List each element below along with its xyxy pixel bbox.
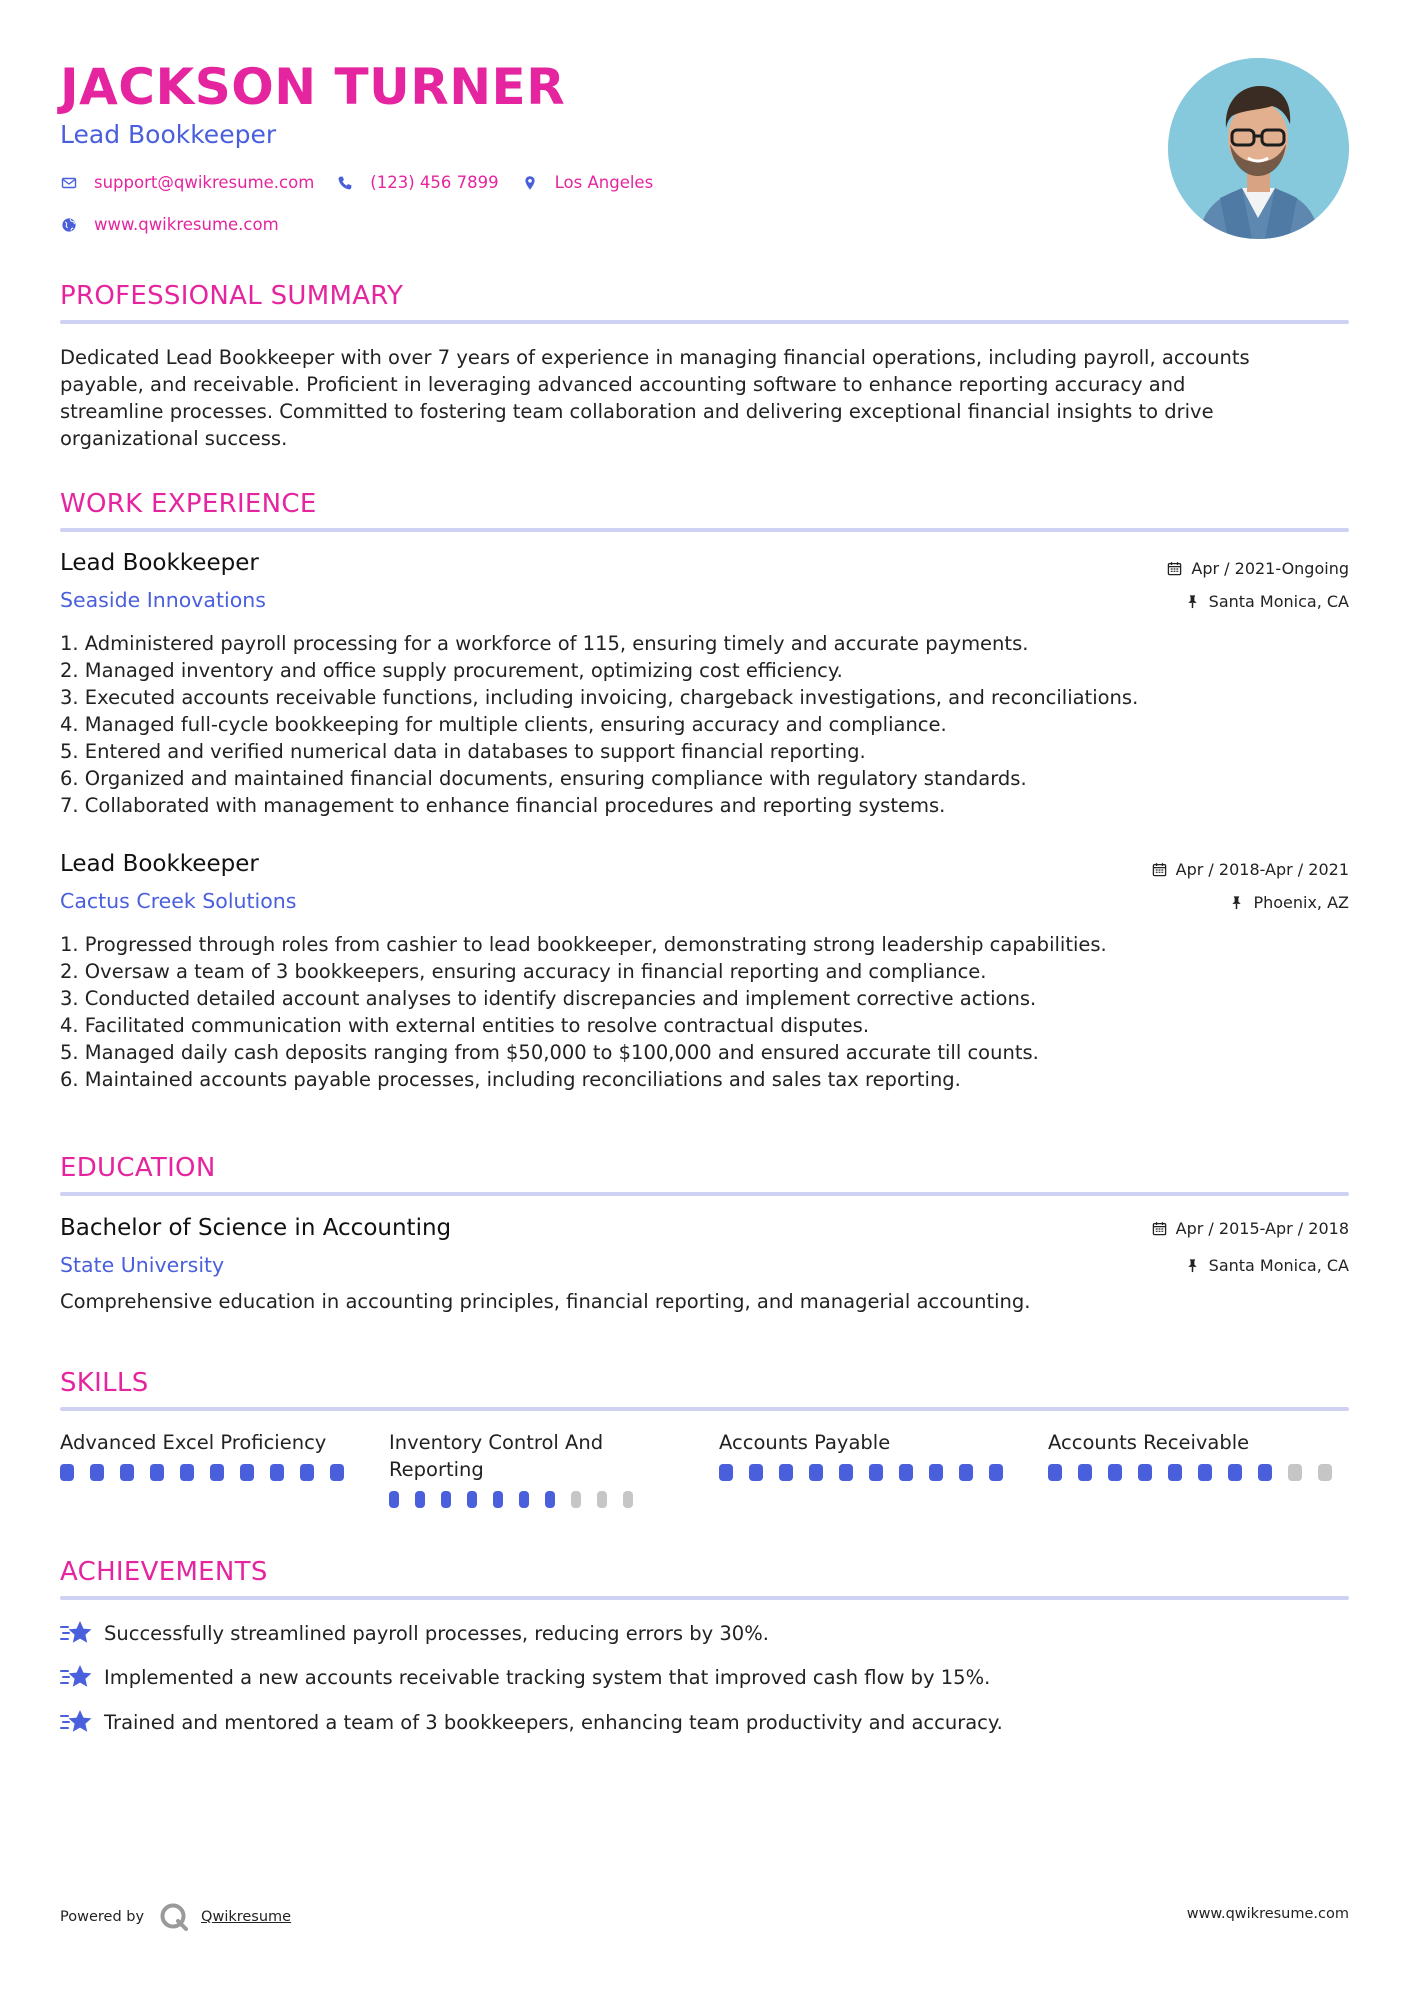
contact-row-primary xyxy=(60,173,675,192)
list-item: 3. Executed accounts receivable functions, including invoicing, chargeback investigations, and reconciliations. xyxy=(60,686,1139,709)
job-title: Lead Bookkeeper xyxy=(60,550,259,576)
education-dates xyxy=(1152,1219,1349,1238)
skill-dot-filled xyxy=(1228,1464,1242,1481)
envelope-icon xyxy=(60,174,78,192)
summary-line: organizational success. xyxy=(60,427,288,450)
job-dates-text: Apr / 2021-Ongoing xyxy=(1191,559,1349,578)
skill-dot-filled xyxy=(1078,1464,1092,1481)
skill-dot-filled xyxy=(959,1464,973,1481)
globe-icon xyxy=(60,216,78,234)
phone-text: (123) 456 7899 xyxy=(370,173,499,192)
skill-dot-filled xyxy=(545,1491,555,1508)
summary-line: streamline processes. Committed to fostering team collaboration and delivering exceptional financial insights to drive xyxy=(60,400,1214,423)
skill-rating xyxy=(719,1464,1019,1481)
calendar-icon xyxy=(1167,561,1182,576)
section-divider xyxy=(60,1192,1349,1196)
list-item: 5. Managed daily cash deposits ranging from $50,000 to $100,000 and ensured accurate till counts. xyxy=(60,1041,1039,1064)
star-badge-icon xyxy=(60,1619,92,1647)
job-bullets xyxy=(60,630,1340,819)
job-location-text: Santa Monica, CA xyxy=(1208,592,1349,611)
school-name: State University xyxy=(60,1253,225,1277)
contact-email[interactable] xyxy=(60,173,314,192)
skill-dot-filled xyxy=(493,1491,503,1508)
skill-dot-filled xyxy=(989,1464,1003,1481)
pushpin-icon xyxy=(1185,594,1200,609)
section-title-skills: SKILLS xyxy=(60,1368,149,1398)
achievement-text: Successfully streamlined payroll processes, reducing errors by 30%. xyxy=(104,1621,769,1645)
qwikresume-logo-icon xyxy=(159,1902,189,1932)
brand-link[interactable]: Qwikresume xyxy=(201,1909,292,1925)
calendar-icon xyxy=(1152,862,1167,877)
skill-dot-filled xyxy=(839,1464,853,1481)
skill-name: Accounts Receivable xyxy=(1048,1431,1250,1454)
skill-dot-filled xyxy=(441,1491,451,1508)
skill-dot-filled xyxy=(929,1464,943,1481)
footer-url[interactable]: www.qwikresume.com xyxy=(1186,1906,1349,1922)
contact-location xyxy=(521,173,654,192)
skill-dot-filled xyxy=(719,1464,733,1481)
section-title-achievements: ACHIEVEMENTS xyxy=(60,1557,268,1587)
skill-dot-filled xyxy=(415,1491,425,1508)
list-item: 6. Maintained accounts payable processes, including reconciliations and sales tax reporting. xyxy=(60,1068,961,1091)
job-bullets xyxy=(60,931,1340,1093)
pushpin-icon xyxy=(1229,895,1244,910)
phone-icon xyxy=(336,174,354,192)
achievement-text: Implemented a new accounts receivable tracking system that improved cash flow by 15%. xyxy=(104,1665,991,1689)
skill-dot-filled xyxy=(330,1464,344,1481)
skill-name: Inventory Control And Reporting xyxy=(389,1431,604,1481)
summary-line: payable, and receivable. Proficient in leveraging advanced accounting software to enhance reporting accuracy and xyxy=(60,373,1186,396)
skill-dot-filled xyxy=(90,1464,104,1481)
skill-dot-filled xyxy=(467,1491,477,1508)
section-divider xyxy=(60,1596,1349,1600)
skill-dot-filled xyxy=(389,1491,399,1508)
section-title-education: EDUCATION xyxy=(60,1153,216,1183)
list-item: 4. Managed full-cycle bookkeeping for multiple clients, ensuring accuracy and compliance. xyxy=(60,713,947,736)
education-description: Comprehensive education in accounting principles, financial reporting, and managerial accounting. xyxy=(60,1290,1031,1313)
location-text: Los Angeles xyxy=(554,173,654,192)
skill-item xyxy=(1048,1429,1348,1481)
profile-photo xyxy=(1168,58,1349,239)
education-location-text: Santa Monica, CA xyxy=(1208,1256,1349,1275)
star-badge-icon xyxy=(60,1708,92,1736)
education-dates-text: Apr / 2015-Apr / 2018 xyxy=(1175,1219,1349,1238)
contact-website[interactable] xyxy=(60,215,279,234)
skill-dot-empty xyxy=(1288,1464,1302,1481)
skill-name: Advanced Excel Proficiency xyxy=(60,1431,327,1454)
skill-dot-filled xyxy=(300,1464,314,1481)
list-item: 1. Progressed through roles from cashier to lead bookkeeper, demonstrating strong leadership capabilities. xyxy=(60,933,1107,956)
skill-dot-filled xyxy=(779,1464,793,1481)
section-divider xyxy=(60,320,1349,324)
achievement-text: Trained and mentored a team of 3 bookkeepers, enhancing team productivity and accuracy. xyxy=(104,1710,1003,1734)
website-text: www.qwikresume.com xyxy=(94,215,279,234)
skill-dot-empty xyxy=(597,1491,607,1508)
powered-by-label: Powered by xyxy=(60,1909,145,1925)
job-dates xyxy=(1152,860,1349,879)
skill-item xyxy=(719,1429,1019,1481)
footer-powered-by xyxy=(60,1902,291,1932)
list-item: 4. Facilitated communication with external entities to resolve contractual disputes. xyxy=(60,1014,870,1037)
skill-dot-empty xyxy=(1318,1464,1332,1481)
skill-dot-empty xyxy=(571,1491,581,1508)
skill-dot-filled xyxy=(1138,1464,1152,1481)
skill-dot-filled xyxy=(899,1464,913,1481)
list-item: 3. Conducted detailed account analyses to identify discrepancies and implement corrective actions. xyxy=(60,987,1037,1010)
skill-dot-filled xyxy=(150,1464,164,1481)
skill-dot-filled xyxy=(180,1464,194,1481)
summary-line: Dedicated Lead Bookkeeper with over 7 years of experience in managing financial operations, including payroll, accounts xyxy=(60,346,1250,369)
list-item: 1. Administered payroll processing for a workforce of 115, ensuring timely and accurate payments. xyxy=(60,632,1029,655)
job-title: Lead Bookkeeper xyxy=(60,851,259,877)
contact-row-secondary xyxy=(60,215,301,234)
list-item: 2. Managed inventory and office supply procurement, optimizing cost efficiency. xyxy=(60,659,843,682)
calendar-icon xyxy=(1152,1221,1167,1236)
contact-phone[interactable] xyxy=(336,173,498,192)
skill-dot-filled xyxy=(869,1464,883,1481)
achievement-item xyxy=(60,1663,990,1691)
skill-rating xyxy=(60,1464,360,1481)
skill-dot-empty xyxy=(623,1491,633,1508)
job-location xyxy=(1229,893,1349,912)
list-item: 6. Organized and maintained financial documents, ensuring compliance with regulatory standards. xyxy=(60,767,1027,790)
degree-title: Bachelor of Science in Accounting xyxy=(60,1215,452,1241)
skill-dot-filled xyxy=(1168,1464,1182,1481)
email-text: support@qwikresume.com xyxy=(94,173,315,192)
skill-dot-filled xyxy=(210,1464,224,1481)
list-item: 7. Collaborated with management to enhance financial procedures and reporting systems. xyxy=(60,794,946,817)
candidate-name: JACKSON TURNER xyxy=(60,58,566,116)
skill-dot-filled xyxy=(519,1491,529,1508)
job-location xyxy=(1185,592,1349,611)
skill-dot-filled xyxy=(270,1464,284,1481)
skill-item xyxy=(60,1429,360,1481)
job-location-text: Phoenix, AZ xyxy=(1253,893,1349,912)
summary-text xyxy=(60,344,1350,452)
skill-dot-filled xyxy=(1048,1464,1062,1481)
section-divider xyxy=(60,1407,1349,1411)
list-item: 5. Entered and verified numerical data in databases to support financial reporting. xyxy=(60,740,866,763)
location-pin-icon xyxy=(521,174,539,192)
job-company: Seaside Innovations xyxy=(60,588,266,612)
candidate-role: Lead Bookkeeper xyxy=(60,120,277,149)
skill-rating xyxy=(389,1491,649,1508)
skill-item xyxy=(389,1429,649,1508)
skill-dot-filled xyxy=(809,1464,823,1481)
star-badge-icon xyxy=(60,1663,92,1691)
job-dates xyxy=(1167,559,1349,578)
education-location xyxy=(1185,1256,1349,1275)
skill-dot-filled xyxy=(120,1464,134,1481)
job-company: Cactus Creek Solutions xyxy=(60,889,297,913)
section-title-summary: PROFESSIONAL SUMMARY xyxy=(60,281,404,311)
section-title-experience: WORK EXPERIENCE xyxy=(60,489,317,519)
section-divider xyxy=(60,528,1349,532)
skill-dot-filled xyxy=(1198,1464,1212,1481)
achievement-item xyxy=(60,1708,1003,1736)
list-item: 2. Oversaw a team of 3 bookkeepers, ensuring accuracy in financial reporting and compliance. xyxy=(60,960,987,983)
skill-dot-filled xyxy=(749,1464,763,1481)
skill-dot-filled xyxy=(1258,1464,1272,1481)
achievement-item xyxy=(60,1619,769,1647)
skill-dot-filled xyxy=(60,1464,74,1481)
skill-rating xyxy=(1048,1464,1348,1481)
skill-dot-filled xyxy=(240,1464,254,1481)
job-dates-text: Apr / 2018-Apr / 2021 xyxy=(1175,860,1349,879)
skill-name: Accounts Payable xyxy=(719,1431,891,1454)
skill-dot-filled xyxy=(1108,1464,1122,1481)
pushpin-icon xyxy=(1185,1258,1200,1273)
